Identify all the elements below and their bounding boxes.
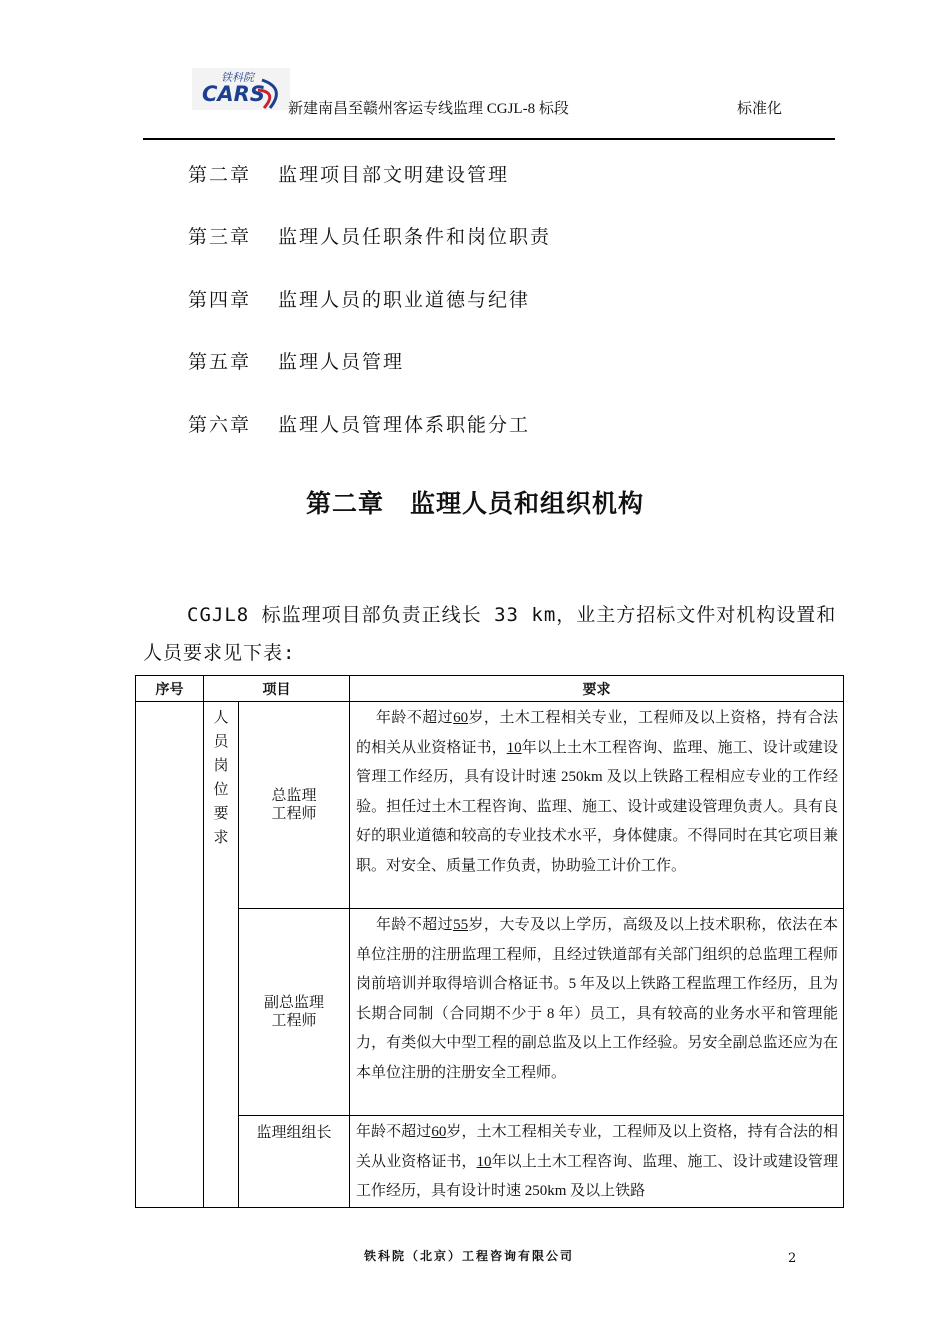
header-req: 要求 [350,676,844,702]
header-item: 项目 [204,676,350,702]
req-years: 10 [476,1153,492,1170]
header-seq: 序号 [136,676,204,702]
category-char: 位 [213,782,229,798]
toc-title: 监理人员管理 [278,351,405,374]
seq-cell [136,702,204,1208]
req-age: 60 [453,710,469,726]
toc-item [188,160,551,222]
toc-item [188,410,551,472]
requirement-cell [350,702,844,909]
page-number: 2 [788,1251,797,1266]
role-name: 工程师 [271,1013,317,1029]
header-tag: 标准化 [737,101,783,117]
toc-num: 第五章 [188,351,252,374]
table-row [136,909,844,1116]
category-char: 要 [213,806,229,822]
role-name: 工程师 [271,806,317,822]
role-cell [239,909,350,1116]
req-age: 60 [431,1124,447,1140]
req-text: 岁，土木工程相关专业，工程师及以上资格，持有合法的相关从业资格证书， [356,1124,838,1170]
toc-num: 第三章 [188,226,252,249]
chapter-list [188,160,551,472]
toc-num: 第六章 [188,413,252,436]
logo-en-text: CARS [202,82,265,106]
toc-num: 第二章 [188,164,252,186]
category-char: 求 [213,830,229,846]
req-text: 年龄不超过 [376,710,454,726]
role-name: 副总监理 [263,995,324,1011]
logo-cn-text: 铁科院 [221,71,254,84]
header-title: 新建南昌至赣州客运专线监理 CGJL-8 标段 [288,101,569,117]
header-divider [143,138,835,140]
toc-item [188,222,551,284]
category-char: 员 [213,734,229,750]
req-text: 年以上土木工程咨询、监理、施工、设计或建设管理工作经历，具有设计时速 250km 及以上铁路 [356,1153,838,1199]
requirements-table [135,675,844,1208]
role-cell [239,1116,350,1208]
req-years: 10 [506,739,522,756]
toc-title: 监理人员任职条件和岗位职责 [278,226,552,249]
cars-logo [192,68,290,110]
intro-paragraph: CGJL8 标监理项目部负责正线长 33 km，业主方招标文件对机构设置和人员要求见下表: [143,604,837,664]
role-name: 总监理 [271,788,317,804]
role-name: 监理组组长 [256,1125,332,1141]
toc-title: 监理人员的职业道德与纪律 [278,288,531,311]
toc-title: 监理人员管理体系职能分工 [278,413,531,436]
req-age: 55 [453,917,469,933]
toc-title: 监理项目部文明建设管理 [278,164,510,186]
toc-num: 第四章 [188,288,252,311]
footer-company: 铁科院（北京）工程咨询有限公司 [364,1249,575,1263]
requirement-cell [350,1116,844,1208]
req-text: 年龄不超过 [356,1124,432,1140]
requirement-cell [350,909,844,1116]
req-text: 年龄不超过 [376,917,454,933]
req-text: 岁，土木工程相关专业，工程师及以上资格，持有合法的相关从业资格证书， [356,710,838,756]
category-char: 人 [213,710,229,726]
category-cell [204,702,239,1208]
role-cell [239,702,350,909]
toc-item [188,285,551,347]
req-text: 岁，大专及以上学历，高级及以上技术职称，依法在本单位注册的注册监理工程师，且经过铁道部有关部门组织的总监理工程师岗前培训并取得培训合格证书。5 年及以上铁路工程监理工作经历，且为长期合同制（合同期不少于 8 年）员工，具有较高的业务水平和管理能力，有类似大中型工程的副总监及以上工作经验。另安全副总监还应为在本单位注册的注册安全工程师。 [356,917,838,1081]
table-row [136,1116,844,1208]
table-row [136,702,844,909]
toc-item [188,347,551,409]
chapter-title: 第二章 监理人员和组织机构 [305,489,644,518]
category-char: 岗 [213,758,229,774]
req-text: 年以上土木工程咨询、监理、施工、设计或建设管理工作经历，具有设计时速 250km 及以上铁路工程相应专业的工作经验。担任过土木工程咨询、监理、施工、设计或建设管理负责人。具有良好的职业道德和较高的专业技术水平，身体健康。不得同时在其它项目兼职。对安全、质量工作负责，协助验工计价工作。 [356,739,838,874]
table-header-row [136,676,844,702]
